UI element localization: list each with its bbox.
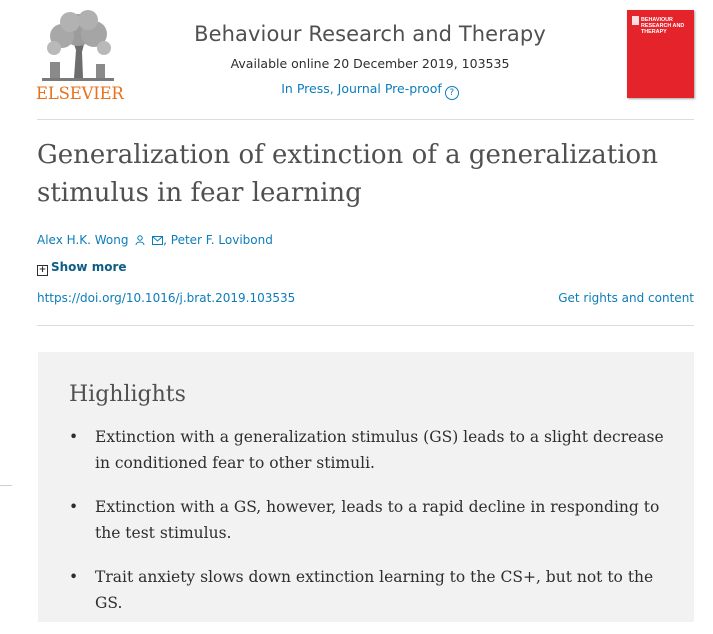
highlight-text: Trait anxiety slows down extinction learning to the CS+, but not to the GS. — [95, 568, 654, 612]
header-divider — [37, 119, 694, 120]
highlights-list — [69, 424, 669, 634]
doi-link[interactable]: https://doi.org/10.1016/j.brat.2019.103535 — [37, 291, 296, 305]
scroll-marker — [0, 485, 12, 486]
author-list — [37, 233, 273, 248]
cover-title: BEHAVIOUR RESEARCH AND THERAPY — [641, 17, 685, 35]
show-more-label: Show more — [51, 260, 127, 274]
bullet: • — [69, 568, 79, 586]
bullet: • — [69, 428, 79, 446]
availability-date: Available online 20 December 2019, 103535 — [230, 56, 510, 71]
list-item — [69, 564, 669, 616]
highlight-text: Extinction with a generalization stimulus (GS) leads to a slight decrease in conditioned fear to other stimuli. — [95, 428, 664, 472]
person-icon[interactable] — [135, 234, 145, 248]
publisher-wordmark: ELSEVIER — [36, 84, 124, 103]
article-title: Generalization of extinction of a generalization stimulus in fear learning — [37, 140, 658, 208]
rights-link[interactable]: Get rights and content — [558, 291, 694, 305]
show-more-button[interactable] — [37, 260, 127, 276]
journal-cover-thumbnail[interactable] — [627, 10, 694, 98]
journal-title[interactable]: Behaviour Research and Therapy — [194, 22, 546, 46]
journal-info — [160, 22, 580, 100]
list-item — [69, 424, 669, 476]
list-item — [69, 494, 669, 546]
envelope-icon[interactable] — [152, 234, 163, 248]
article-status[interactable] — [160, 81, 580, 100]
help-icon[interactable]: ? — [445, 86, 459, 100]
author-separator: , — [163, 233, 171, 247]
highlights-heading: Highlights — [69, 382, 186, 407]
author-link[interactable]: Peter F. Lovibond — [170, 233, 273, 247]
cover-logo-icon — [632, 16, 639, 25]
bullet: • — [69, 498, 79, 516]
highlight-text: Extinction with a GS, however, leads to a rapid decline in responding to the test stimulus. — [95, 498, 660, 542]
elsevier-logo[interactable] — [36, 8, 124, 104]
highlights-box — [38, 352, 694, 622]
tree-logo-icon — [36, 8, 120, 84]
author-link[interactable]: Alex H.K. Wong — [37, 233, 129, 247]
plus-icon: + — [38, 265, 47, 275]
article-status-label[interactable]: In Press, Journal Pre-proof — [281, 81, 442, 96]
meta-divider — [37, 325, 694, 326]
